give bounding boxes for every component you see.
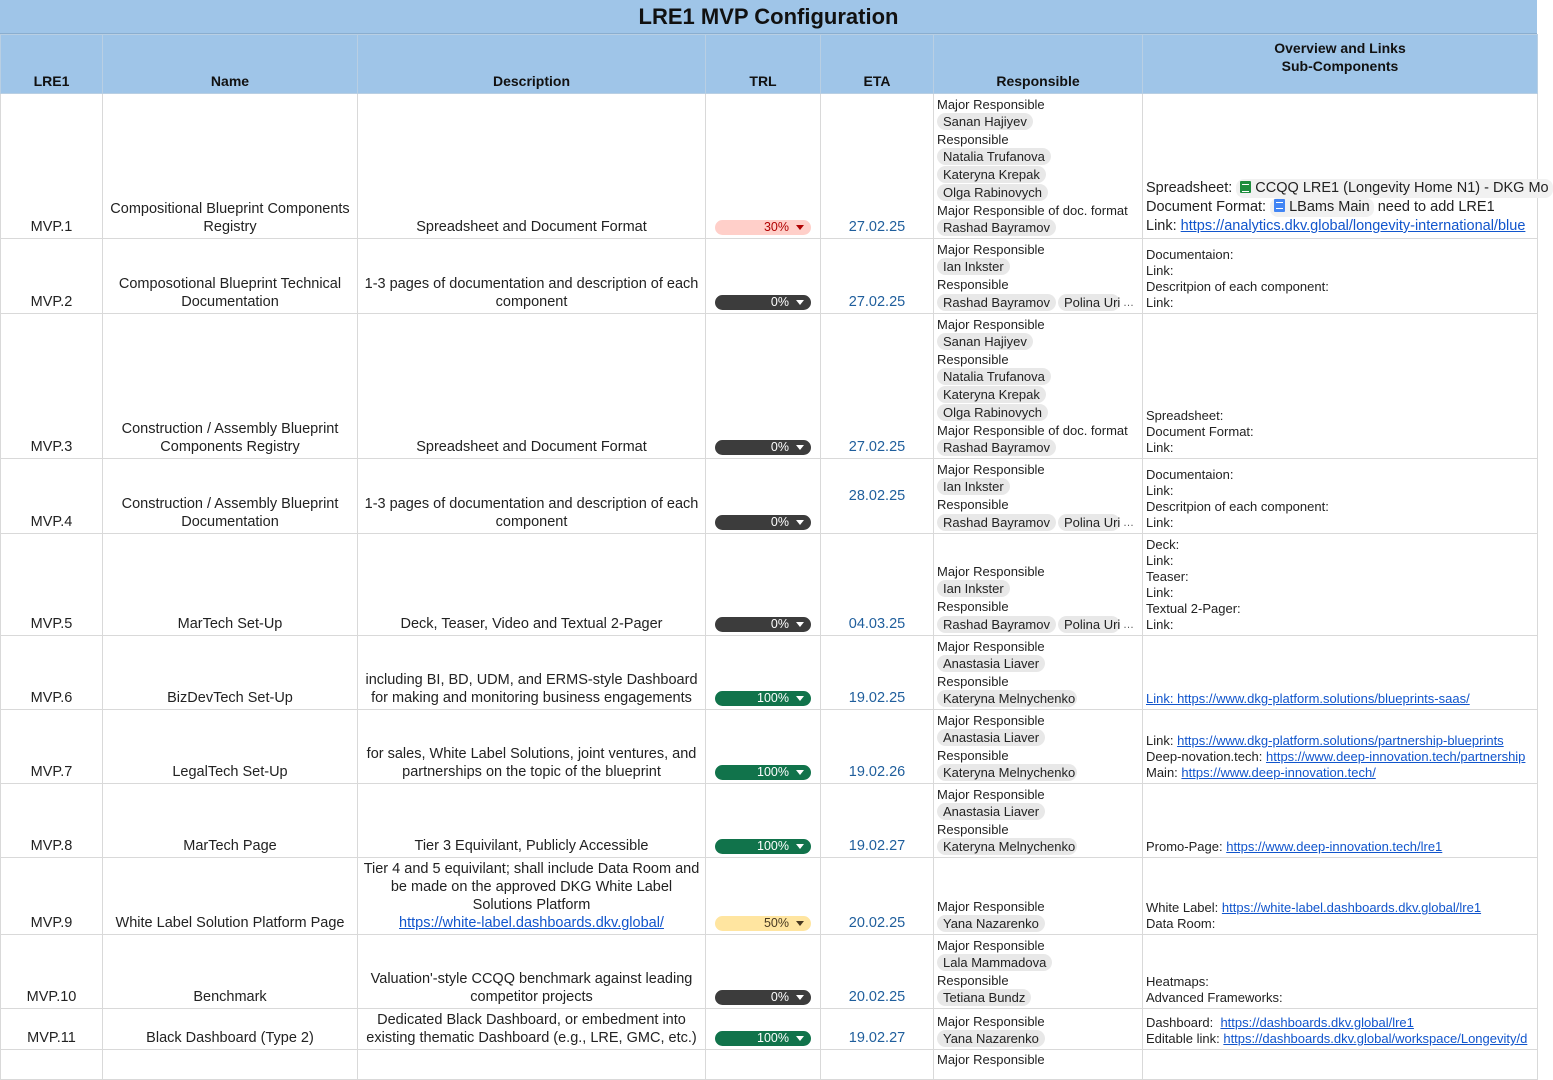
data-room-label: Data Room: [1146, 916, 1216, 931]
label-major-doc: Major Responsible of doc. format [937, 423, 1128, 438]
header-responsible[interactable]: Responsible [934, 35, 1143, 94]
cell-description[interactable]: Spreadsheet and Document Format [358, 94, 706, 239]
table-row [1, 459, 1538, 534]
cell-responsible[interactable] [934, 710, 1143, 784]
header-eta[interactable]: ETA [821, 35, 934, 94]
trl-value: 50% [763, 916, 789, 930]
person-chip[interactable]: Polina Uri [1058, 616, 1120, 633]
cell-id[interactable]: MVP.3 [1, 314, 103, 459]
cell-eta[interactable] [821, 1050, 934, 1080]
cell-trl[interactable] [706, 239, 821, 314]
cell-trl[interactable] [706, 94, 821, 239]
person-chip[interactable]: Kateryna Krepak [937, 166, 1046, 183]
person-chip[interactable]: Natalia Trufanova [937, 148, 1051, 165]
cell-responsible[interactable] [934, 636, 1143, 710]
document-format-label: Document Format: [1146, 199, 1267, 215]
trl-dropdown[interactable] [715, 515, 811, 530]
person-chip[interactable]: Ian Inkster [937, 478, 1010, 495]
document-chip[interactable] [1270, 198, 1374, 217]
link-label: Link: [1146, 218, 1177, 234]
person-chip[interactable]: Rashad Bayramov [937, 514, 1056, 531]
overview-line: Link: [1146, 515, 1174, 530]
cell-description[interactable]: Tier 3 Equivilant, Publicly Accessible [358, 784, 706, 858]
person-chip[interactable]: Natalia Trufanova [937, 368, 1051, 385]
dashboard-link[interactable]: https://dashboards.dkv.global/lre1 [1220, 1015, 1414, 1030]
cell-name[interactable]: White Label Solution Platform Page [103, 858, 358, 935]
cell-overview[interactable] [1143, 1050, 1538, 1080]
label-major-responsible: Major Responsible [937, 1014, 1045, 1029]
cell-name[interactable] [103, 1050, 358, 1080]
cell-eta[interactable]: 20.02.25 [821, 858, 934, 935]
label-major-responsible: Major Responsible [937, 1052, 1045, 1067]
overview-line: Deck: [1146, 537, 1180, 552]
table-row [1, 784, 1538, 858]
white-label-link[interactable]: https://white-label.dashboards.dkv.global/ [399, 915, 664, 931]
overview-line: Descritpion of each component: [1146, 279, 1329, 294]
cell-eta[interactable]: 19.02.27 [821, 784, 934, 858]
cell-id[interactable]: MVP.8 [1, 784, 103, 858]
overview-line: Link: [1146, 617, 1174, 632]
cell-overview[interactable] [1143, 935, 1538, 1009]
cell-id[interactable]: MVP.7 [1, 710, 103, 784]
table-row [1, 534, 1538, 636]
cell-responsible[interactable] [934, 459, 1143, 534]
label-major-responsible: Major Responsible [937, 713, 1045, 728]
label-responsible: Responsible [937, 674, 1009, 689]
cell-trl[interactable] [706, 784, 821, 858]
cell-trl[interactable] [706, 459, 821, 534]
analytics-link[interactable]: https://analytics.dkv.global/longevity-international/blue [1180, 218, 1526, 234]
trl-value: 100% [757, 691, 789, 705]
label-major-responsible: Major Responsible [937, 899, 1045, 914]
table-row [1, 1009, 1538, 1050]
description-text: Tier 4 and 5 equivilant; shall include Data Room and be made on the approved DKG White Label Solutions Platform [363, 861, 700, 913]
cell-trl[interactable] [706, 1050, 821, 1080]
person-chip[interactable]: Ian Inkster [937, 258, 1010, 275]
header-name[interactable]: Name [103, 35, 358, 94]
cell-trl[interactable] [706, 1009, 821, 1050]
cell-trl[interactable] [706, 636, 821, 710]
cell-responsible[interactable] [934, 94, 1143, 239]
table-row [1, 239, 1538, 314]
person-chip[interactable]: Yana Nazarenko [937, 915, 1045, 932]
cell-description[interactable]: 1-3 pages of documentation and description of each component [358, 459, 706, 534]
label-major-responsible: Major Responsible [937, 564, 1045, 579]
trl-dropdown[interactable] [715, 1031, 811, 1046]
spreadsheet-chip[interactable] [1236, 179, 1552, 198]
cell-id[interactable]: MVP.9 [1, 858, 103, 935]
trl-value: 0% [770, 515, 789, 529]
label-major-responsible: Major Responsible [937, 97, 1045, 112]
header-overview-line2: Sub-Components [1281, 58, 1399, 74]
dropdown-caret-icon [796, 225, 804, 230]
label-major-responsible: Major Responsible [937, 462, 1045, 477]
cell-description[interactable]: Valuation'-style CCQQ benchmark against leading competitor projects [358, 935, 706, 1009]
person-chip[interactable]: Anastasia Liaver [937, 729, 1045, 746]
overview-line: Documentaion: [1146, 247, 1234, 262]
person-chip[interactable]: Rashad Bayramov [937, 294, 1056, 311]
cell-description[interactable]: Dedicated Black Dashboard, or embedment into existing thematic Dashboard (e.g., LRE, GMC, etc.) [358, 1009, 706, 1050]
cell-responsible[interactable] [934, 534, 1143, 636]
cell-eta[interactable]: 04.03.25 [821, 534, 934, 636]
table-row [1, 636, 1538, 710]
label-major-responsible: Major Responsible [937, 938, 1045, 953]
cell-description[interactable] [358, 1050, 706, 1080]
dropdown-caret-icon [796, 1036, 804, 1041]
person-chip[interactable]: Sanan Hajiyev [937, 113, 1033, 130]
label-responsible: Responsible [937, 352, 1009, 367]
cell-id[interactable]: MVP.2 [1, 239, 103, 314]
trl-dropdown[interactable] [715, 617, 811, 632]
cell-name[interactable]: Construction / Assembly Blueprint Components Registry [103, 314, 358, 459]
cell-name[interactable]: MarTech Set-Up [103, 534, 358, 636]
dropdown-caret-icon [796, 520, 804, 525]
overview-line: Teaser: [1146, 569, 1189, 584]
cell-overview[interactable] [1143, 784, 1538, 858]
dropdown-caret-icon [796, 770, 804, 775]
sheets-icon [1240, 181, 1251, 193]
trl-dropdown[interactable] [715, 295, 811, 310]
mvp-table [0, 34, 1549, 1080]
header-trl[interactable]: TRL [706, 35, 821, 94]
person-chip[interactable]: Rashad Bayramov [937, 219, 1056, 236]
cell-id[interactable] [1, 1050, 103, 1080]
label-responsible: Responsible [937, 748, 1009, 763]
cell-id[interactable]: MVP.5 [1, 534, 103, 636]
cell-eta[interactable]: 27.02.25 [821, 94, 934, 239]
trl-value: 0% [770, 990, 789, 1004]
document-chip-label: LBams Main [1289, 199, 1370, 215]
person-chip[interactable]: Ian Inkster [937, 580, 1010, 597]
header-lre1[interactable]: LRE1 [1, 35, 103, 94]
cell-name[interactable]: BizDevTech Set-Up [103, 636, 358, 710]
white-label-label: White Label: [1146, 900, 1219, 915]
trl-value: 30% [763, 220, 789, 234]
cell-trl[interactable] [706, 534, 821, 636]
cell-id[interactable]: MVP.10 [1, 935, 103, 1009]
person-chip[interactable]: Anastasia Liaver [937, 803, 1045, 820]
deep-innovation-partnership-link[interactable]: https://www.deep-innovation.tech/partnership [1265, 749, 1526, 764]
cell-responsible[interactable] [934, 1050, 1143, 1080]
overview-line: Link: [1146, 553, 1174, 568]
deep-innovation-main-link[interactable]: https://www.deep-innovation.tech/ [1181, 765, 1376, 780]
sheet-title: LRE1 MVP Configuration [0, 0, 1537, 34]
spreadsheet-label: Spreadsheet: [1146, 180, 1233, 196]
trl-value: 100% [757, 765, 789, 779]
trl-value: 0% [770, 440, 789, 454]
deep-novation-label: Deep-novation.tech: [1146, 749, 1263, 764]
label-major-responsible: Major Responsible [937, 787, 1045, 802]
trl-dropdown[interactable] [715, 839, 811, 854]
overview-line: Spreadsheet: [1146, 408, 1224, 423]
header-description[interactable]: Description [358, 35, 706, 94]
person-chip[interactable]: Anastasia Liaver [937, 655, 1045, 672]
person-chip[interactable]: Lala Mammadova [937, 954, 1052, 971]
overflow-ellipsis: … [1122, 517, 1134, 529]
label-major-responsible: Major Responsible [937, 242, 1045, 257]
trl-dropdown[interactable] [715, 916, 811, 931]
dropdown-caret-icon [796, 622, 804, 627]
cell-responsible[interactable] [934, 314, 1143, 459]
label-responsible: Responsible [937, 132, 1009, 147]
dropdown-caret-icon [796, 445, 804, 450]
cell-overview[interactable] [1143, 239, 1538, 314]
person-chip[interactable]: Kateryna Krepak [937, 386, 1046, 403]
spreadsheet-chip-label: CCQQ LRE1 (Longevity Home N1) - DKG Mo [1255, 180, 1549, 196]
cell-responsible[interactable] [934, 1009, 1143, 1050]
person-chip[interactable]: Olga Rabinovych [937, 184, 1048, 201]
trl-dropdown[interactable] [715, 765, 811, 780]
overview-line: Link: [1146, 295, 1174, 310]
cell-eta[interactable]: 19.02.26 [821, 710, 934, 784]
cell-overview[interactable] [1143, 858, 1538, 935]
trl-dropdown[interactable] [715, 440, 811, 455]
cell-eta[interactable]: 27.02.25 [821, 314, 934, 459]
table-row [1, 858, 1538, 935]
cell-trl[interactable] [706, 314, 821, 459]
dropdown-caret-icon [796, 995, 804, 1000]
overview-line: Heatmaps: [1146, 974, 1209, 989]
header-overview[interactable] [1143, 35, 1538, 94]
person-chip[interactable]: Olga Rabinovych [937, 404, 1048, 421]
trl-dropdown[interactable] [715, 220, 811, 235]
cell-name[interactable]: Black Dashboard (Type 2) [103, 1009, 358, 1050]
dropdown-caret-icon [796, 300, 804, 305]
cell-description[interactable]: including BI, BD, UDM, and ERMS-style Dashboard for making and monitoring business engagements [358, 636, 706, 710]
label-responsible: Responsible [937, 822, 1009, 837]
cell-description[interactable]: for sales, White Label Solutions, joint ventures, and partnerships on the topic of the blueprint [358, 710, 706, 784]
cell-trl[interactable] [706, 858, 821, 935]
cell-name[interactable]: Construction / Assembly Blueprint Documentation [103, 459, 358, 534]
cell-responsible[interactable] [934, 858, 1143, 935]
cell-name[interactable]: Compositional Blueprint Components Registry [103, 94, 358, 239]
dropdown-caret-icon [796, 844, 804, 849]
person-chip[interactable]: Rashad Bayramov [937, 439, 1056, 456]
docs-icon [1274, 199, 1285, 212]
person-chip[interactable]: Rashad Bayramov [937, 616, 1056, 633]
cell-responsible[interactable] [934, 239, 1143, 314]
overview-line: Advanced Frameworks: [1146, 990, 1283, 1005]
cell-id[interactable]: MVP.6 [1, 636, 103, 710]
promo-page-label: Promo-Page: [1146, 839, 1223, 854]
trl-dropdown[interactable] [715, 691, 811, 706]
cell-eta[interactable]: 27.02.25 [821, 239, 934, 314]
person-chip[interactable]: Kateryna Melnychenko [937, 690, 1077, 707]
cell-overview[interactable] [1143, 710, 1538, 784]
label-responsible: Responsible [937, 599, 1009, 614]
person-chip[interactable]: Sanan Hajiyev [937, 333, 1033, 350]
editable-link-label: Editable link: [1146, 1031, 1220, 1046]
cell-responsible[interactable] [934, 784, 1143, 858]
partnership-blueprints-link[interactable]: https://www.dkg-platform.solutions/partnership-blueprints [1177, 733, 1504, 748]
cell-id[interactable]: MVP.4 [1, 459, 103, 534]
label-major-doc: Major Responsible of doc. format [937, 203, 1128, 218]
label-responsible: Responsible [937, 277, 1009, 292]
overview-line: Document Format: [1146, 424, 1254, 439]
label-major-responsible: Major Responsible [937, 317, 1045, 332]
header-overview-line1: Overview and Links [1274, 40, 1406, 56]
cell-name[interactable]: MarTech Page [103, 784, 358, 858]
cell-overview[interactable] [1143, 1009, 1538, 1050]
cell-description[interactable]: Deck, Teaser, Video and Textual 2-Pager [358, 534, 706, 636]
cell-overview[interactable] [1143, 314, 1538, 459]
table-row [1, 1050, 1538, 1080]
person-chip[interactable]: Kateryna Melnychenko [937, 764, 1077, 781]
person-chip[interactable]: Kateryna Melnychenko [937, 838, 1077, 855]
overview-line: Link: [1146, 585, 1174, 600]
table-row [1, 314, 1538, 459]
cell-eta[interactable]: 20.02.25 [821, 935, 934, 1009]
cell-overview[interactable] [1143, 94, 1549, 239]
overview-line: Link: [1146, 263, 1174, 278]
editable-dashboard-link[interactable]: https://dashboards.dkv.global/workspace/Longevity/d [1223, 1031, 1528, 1046]
overview-line: Descritpion of each component: [1146, 499, 1329, 514]
trl-value: 0% [770, 295, 789, 309]
label-major-responsible: Major Responsible [937, 639, 1045, 654]
cell-id[interactable]: MVP.1 [1, 94, 103, 239]
table-row [1, 935, 1538, 1009]
overview-line: Textual 2-Pager: [1146, 601, 1241, 616]
cell-eta[interactable]: 19.02.27 [821, 1009, 934, 1050]
dropdown-caret-icon [796, 921, 804, 926]
cell-trl[interactable] [706, 710, 821, 784]
cell-eta[interactable]: 19.02.25 [821, 636, 934, 710]
cell-description[interactable]: Spreadsheet and Document Format [358, 314, 706, 459]
trl-value: 100% [757, 839, 789, 853]
cell-overview[interactable] [1143, 459, 1538, 534]
trl-value: 0% [770, 617, 789, 631]
white-label-lre1-link[interactable]: https://white-label.dashboards.dkv.global/lre1 [1221, 900, 1482, 915]
overview-line: Link: [1146, 440, 1174, 455]
overflow-ellipsis: … [1122, 619, 1134, 631]
cell-trl[interactable] [706, 935, 821, 1009]
overview-line: Documentaion: [1146, 467, 1234, 482]
label-responsible: Responsible [937, 973, 1009, 988]
cell-eta[interactable]: 28.02.25 [821, 459, 934, 534]
label-responsible: Responsible [937, 497, 1009, 512]
document-note: need to add LRE1 [1377, 199, 1495, 215]
dropdown-caret-icon [796, 696, 804, 701]
promo-page-link[interactable]: https://www.deep-innovation.tech/lre1 [1226, 839, 1443, 854]
cell-id[interactable]: MVP.11 [1, 1009, 103, 1050]
blueprints-saas-link[interactable]: Link: https://www.dkg-platform.solutions/blueprints-saas/ [1146, 691, 1470, 706]
person-chip[interactable]: Yana Nazarenko [937, 1030, 1045, 1047]
trl-dropdown[interactable] [715, 990, 811, 1005]
cell-description[interactable] [358, 858, 706, 935]
person-chip[interactable]: Tetiana Bundz [937, 989, 1031, 1006]
cell-responsible[interactable] [934, 935, 1143, 1009]
cell-overview[interactable] [1143, 636, 1538, 710]
overflow-ellipsis: … [1122, 297, 1134, 309]
overview-line: Link: [1146, 483, 1174, 498]
dashboard-label: Dashboard: [1146, 1015, 1214, 1030]
trl-value: 100% [757, 1031, 789, 1045]
cell-overview[interactable] [1143, 534, 1538, 636]
link-label: Link: [1146, 733, 1174, 748]
person-chip[interactable]: Polina Uri [1058, 514, 1120, 531]
table-row [1, 94, 1538, 239]
cell-name[interactable]: Composotional Blueprint Technical Documentation [103, 239, 358, 314]
cell-name[interactable]: Benchmark [103, 935, 358, 1009]
table-row [1, 710, 1538, 784]
cell-name[interactable]: LegalTech Set-Up [103, 710, 358, 784]
header-row [1, 35, 1538, 94]
main-label: Main: [1146, 765, 1178, 780]
cell-description[interactable]: 1-3 pages of documentation and description of each component [358, 239, 706, 314]
person-chip[interactable]: Polina Uri [1058, 294, 1120, 311]
